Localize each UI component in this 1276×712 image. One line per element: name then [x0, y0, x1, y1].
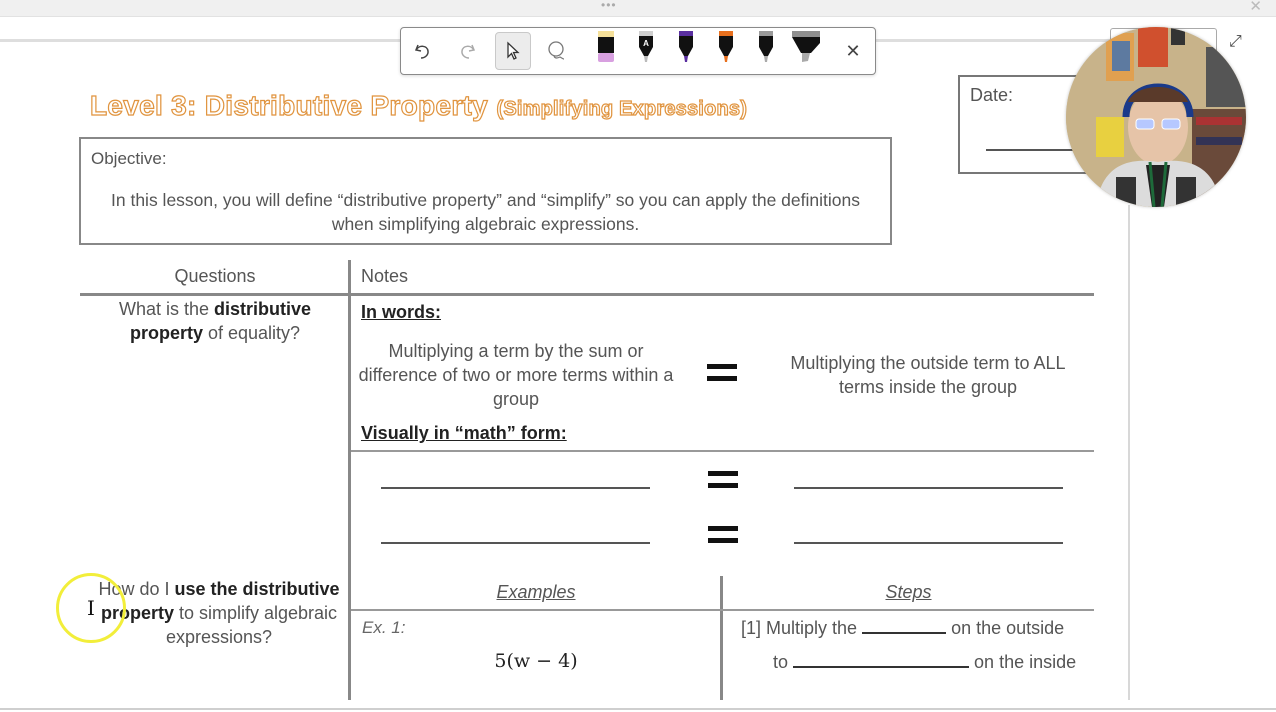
lasso-icon: [545, 40, 569, 62]
marker-pen[interactable]: [791, 29, 821, 70]
example-1-expression: 5(w − 4): [494, 650, 578, 672]
examples-header-divider: [351, 609, 1094, 611]
question-1: [80, 297, 350, 345]
title-main: Level 3: Distributive Property: [90, 90, 489, 121]
step-1-line-2: [773, 652, 1076, 673]
steps-header: Steps: [885, 582, 932, 602]
page-title: [90, 90, 747, 122]
window-close-button[interactable]: ✕: [1249, 0, 1262, 15]
objective-box: [79, 137, 892, 245]
highlighter-pen[interactable]: [597, 29, 615, 70]
in-words-label: In words:: [361, 302, 441, 322]
step1-blank-1[interactable]: [862, 632, 946, 634]
notes-header: Notes: [361, 266, 409, 286]
step1-prefix: [1] Multiply the: [741, 618, 858, 638]
lasso-tool-button[interactable]: [539, 32, 575, 70]
text-cursor-icon: I: [87, 596, 95, 620]
expand-webcam-button[interactable]: ⤢: [1229, 33, 1242, 50]
window-title-bar[interactable]: [0, 0, 1276, 17]
ink-toolbar: [400, 27, 876, 75]
q1-post: of equality?: [202, 323, 301, 343]
date-label: Date:: [970, 85, 1014, 105]
webcam-video: [1066, 27, 1246, 207]
q2-post: to simplify algebraic expressions?: [165, 603, 338, 647]
definition-left: Multiplying a term by the sum or difference of two or more terms within a group: [358, 341, 674, 409]
purple-pen[interactable]: [677, 29, 695, 70]
visually-divider: [351, 450, 1094, 452]
pen-icon: [677, 29, 695, 65]
date-blank: [986, 149, 1076, 151]
page-right-edge: [1128, 205, 1130, 700]
math-blank-left-2[interactable]: [381, 542, 650, 544]
orange-pen[interactable]: [717, 29, 735, 70]
visually-label: Visually in “math” form:: [361, 423, 567, 443]
step1-line2-prefix: to: [773, 652, 789, 672]
header-divider: [80, 293, 1094, 296]
undo-button[interactable]: [405, 32, 441, 70]
equals-sign: [707, 364, 737, 383]
objective-text: In this lesson, you will define “distributive property” and “simplify” so you can apply the definitions when simplifying algebraic expressions.: [111, 190, 860, 234]
examples-header: Examples: [496, 582, 576, 602]
objective-label: Objective:: [91, 149, 167, 168]
q1-bold: distributive property: [129, 299, 312, 343]
q2-bold: use the distributive property: [100, 579, 340, 623]
math-blank-right-2[interactable]: [794, 542, 1063, 544]
pen-icon: [717, 29, 735, 65]
math-blank-left-1[interactable]: [381, 487, 650, 489]
q2-pre: How do I: [98, 579, 175, 599]
undo-icon: [413, 41, 433, 61]
step1-mid: on the outside: [951, 618, 1065, 638]
close-toolbar-button[interactable]: [835, 32, 871, 70]
pen-icon: [757, 29, 775, 65]
definition-right: Multiplying the outside term to ALL terms inside the group: [790, 353, 1066, 397]
text-pen[interactable]: [637, 29, 655, 70]
equals-sign: [708, 471, 738, 490]
redo-icon: [457, 41, 477, 61]
select-tool-button[interactable]: [495, 32, 531, 70]
pen-icon: [637, 29, 655, 65]
title-subtitle: (Simplifying Expressions): [496, 98, 748, 120]
questions-header: Questions: [174, 266, 256, 286]
page-bottom-border: [0, 708, 1276, 710]
math-blank-right-1[interactable]: [794, 487, 1063, 489]
step-1: [741, 618, 1064, 639]
q1-pre: What is the: [118, 299, 215, 319]
pointer-icon: [504, 41, 522, 61]
close-icon: ✕: [845, 40, 861, 61]
marker-icon: [791, 29, 821, 65]
webcam-overlay[interactable]: [1066, 27, 1246, 207]
example-1-label: Ex. 1:: [362, 618, 406, 637]
svg-text:A: A: [643, 39, 649, 48]
step1-line2-suffix: on the inside: [974, 652, 1077, 672]
highlighter-icon: [597, 29, 615, 65]
equals-sign: [708, 526, 738, 545]
redo-button[interactable]: [449, 32, 485, 70]
step1-blank-2[interactable]: [793, 666, 969, 668]
gray-pen[interactable]: [757, 29, 775, 70]
drag-handle[interactable]: •••: [601, 0, 617, 12]
